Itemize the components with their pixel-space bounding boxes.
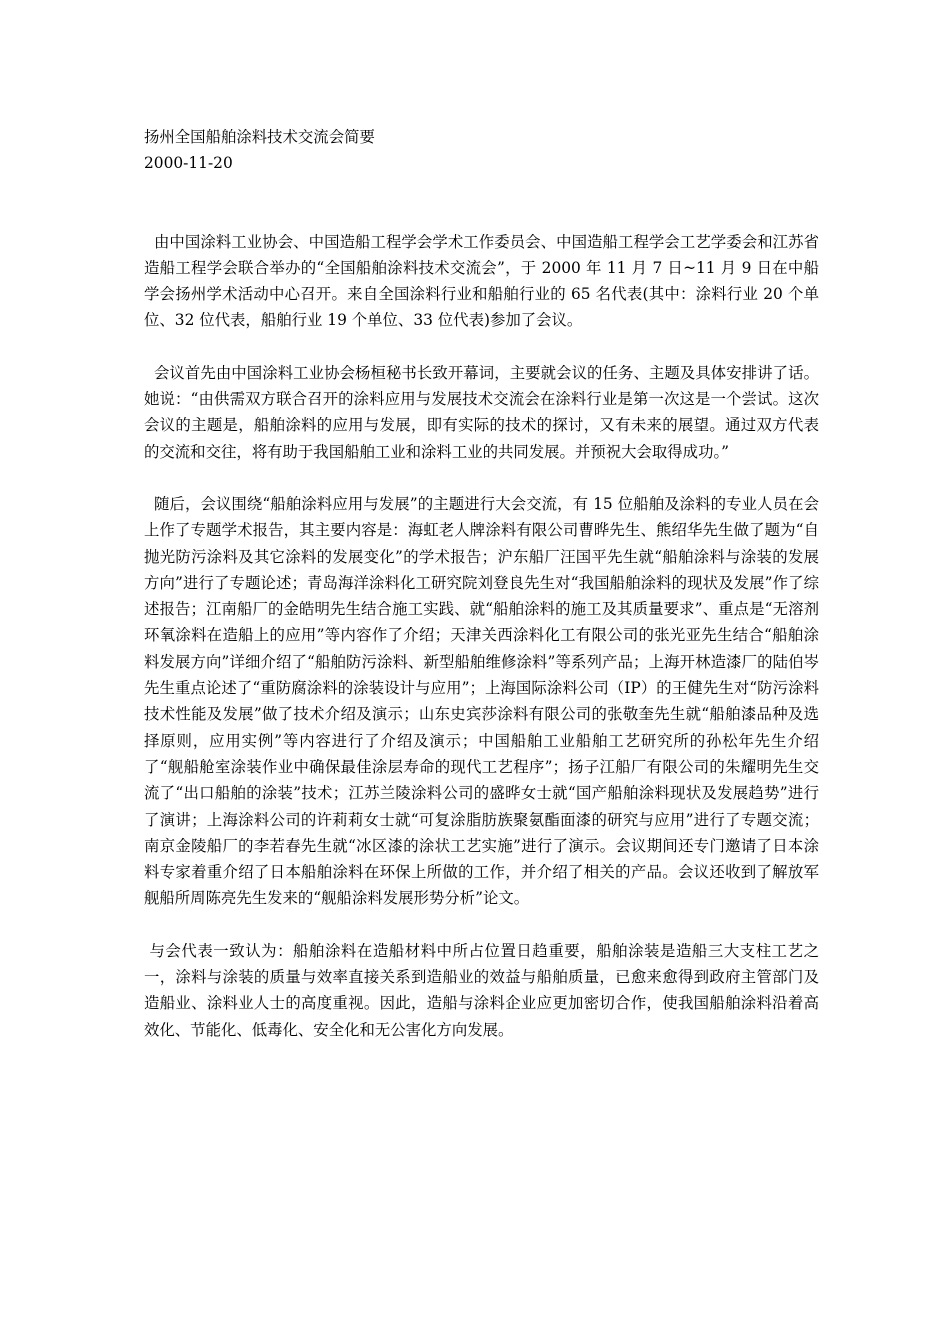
document-title: 扬州全国船舶涂料技术交流会简要	[144, 128, 375, 146]
paragraph-1: 由中国涂料工业协会、中国造船工程学会学术工作委员会、中国造船工程学会工艺学委会和江苏省造船工程学会联合举办的“全国船舶涂料技术交流会”，于 2000 年 11 月 7 日~11 月 9 日在中船学会扬州学术活动中心召开。来自全国涂料行业和船舶行业的 65 名代表(其中：涂料行业 20 个单位、32 位代表，船舶行业 19 个单位、33 位代表)参加了会议。	[144, 232, 819, 330]
paragraph-3: 随后，会议围绕“船舶涂料应用与发展”的主题进行大会交流，有 15 位船舶及涂料的专业人员在会上作了专题学术报告，其主要内容是：海虹老人牌涂料有限公司曹晔先生、熊绍华先生做了题为“自抛光防污涂料及其它涂料的发展变化”的学术报告；沪东船厂汪国平先生就“船舶涂料与涂装的发展方向”进行了专题论述；青岛海洋涂料化工研究院刘登良先生对“我国船舶涂料的现状及发展”作了综述报告；江南船厂的金皓明先生结合施工实践、就“船舶涂料的施工及其质量要求”、重点是“无溶剂环氧涂料在造船上的应用”等内容作了介绍；天津关西涂料化工有限公司的张光亚先生结合“船舶涂料发展方向”详细介绍了“船舶防污涂料、新型船舶维修涂料”等系列产品；上海开林造漆厂的陆伯岑先生重点论述了“重防腐涂料的涂装设计与应用”；上海国际涂料公司（IP）的王健先生对“防污涂料技术性能及发展”做了技术介绍及演示；山东史宾莎涂料有限公司的张敬奎先生就“船舶漆品种及选择原则，应用实例”等内容进行了介绍及演示；中国船舶工业船舶工艺研究所的孙松年先生介绍了“舰船舱室涂装作业中确保最佳涂层寿命的现代工艺程序”；扬子江船厂有限公司的朱耀明先生交流了“出口船舶的涂装”技术；江苏兰陵涂料公司的盛晔女士就“国产船舶涂料现状及发展趋势”进行了演讲；上海涂料公司的许莉莉女士就“可复涂脂肪族聚氨酯面漆的研究与应用”进行了专题交流；南京金陵船厂的李若春先生就“冰区漆的涂状工艺实施”进行了演示。会议期间还专门邀请了日本涂料专家着重介绍了日本船舶涂料在环保上所做的工作，并介绍了相关的产品。会议还收到了解放军舰船所周陈亮先生发来的“舰船涂料发展形势分析”论文。	[144, 494, 819, 908]
paragraph-4: 与会代表一致认为：船舶涂料在造船材料中所占位置日趋重要，船舶涂装是造船三大支柱工艺之一，涂料与涂装的质量与效率直接关系到造船业的效益与船舶质量，已愈来愈得到政府主管部门及造船业、涂料业人士的高度重视。因此，造船与涂料企业应更加密切合作，使我国船舶涂料沿着高效化、节能化、低毒化、安全化和无公害化方向发展。	[144, 941, 819, 1039]
paragraph-2: 会议首先由中国涂料工业协会杨桓秘书长致开幕词，主要就会议的任务、主题及具体安排讲了话。她说：“由供需双方联合召开的涂料应用与发展技术交流会在涂料行业是第一次这是一个尝试。这次会议的主题是，船舶涂料的应用与发展，即有实际的技术的探讨，又有未来的展望。通过双方代表的交流和交往，将有助于我国船舶工业和涂料工业的共同发展。并预祝大会取得成功。”	[144, 363, 819, 461]
header-spacer	[144, 177, 819, 229]
document-page	[144, 124, 819, 1069]
document-date: 2000-11-20	[144, 154, 233, 173]
